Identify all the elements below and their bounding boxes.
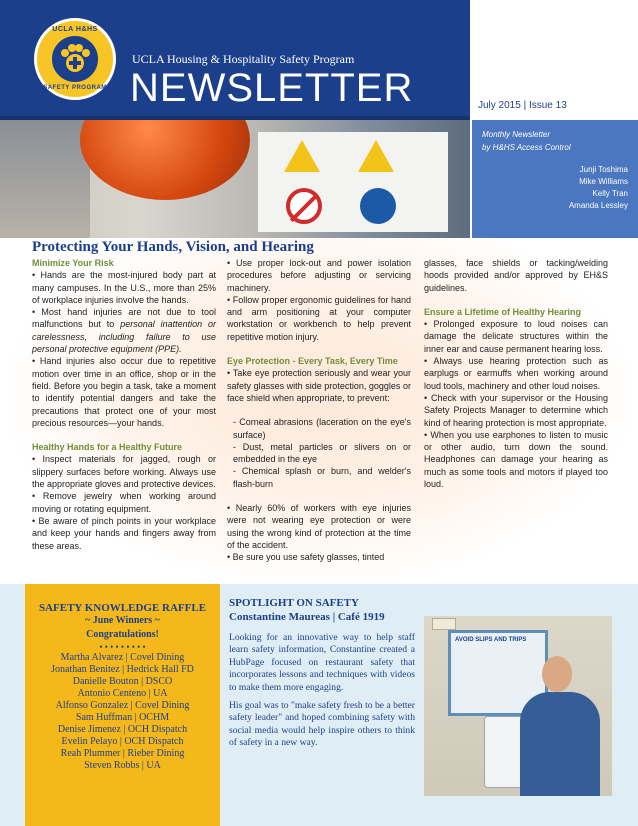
winner-item: Alfonso Gonzalez | Covel Dining [55,700,190,711]
article-column-2 [227,257,411,564]
raffle-subtitle: ~ June Winners ~ [85,615,160,626]
spotlight-title: SPOTLIGHT ON SAFETY [229,597,359,609]
credits-list [482,164,628,212]
raffle-box [25,584,220,826]
dots-divider: • • • • • • • • • [99,642,146,652]
winner-item: Steven Robbs | UA [84,760,161,771]
credit-name: Amanda Lessley [568,201,628,210]
person-figure [520,692,600,796]
paragraph: • Hand injuries also occur due to repetitive motion over time in an office, shop or in the field. Before you begin a task, take a moment to identify potential dangers and take the precautions that protect one of your most precious resources—your hands. [32,356,216,428]
warning-triangle-icon [284,140,320,172]
paragraph: • Nearly 60% of workers with eye injuries were not wearing eye protection or were using the wrong kind of protection at the time of the accident. [227,503,411,550]
person-head [542,656,572,692]
program-title: UCLA Housing & Hospitality Safety Program [132,52,355,66]
subheading: Minimize Your Risk [32,258,114,268]
paragraph: • Check with your supervisor or the Housing Safety Projects Manager to determine which kind of hearing protection is most appropriate. [424,392,608,428]
poster-text: AVOID SLIPS AND TRIPS [455,637,527,643]
paragraph: • Remove jewelry when working around moving or rotating equipment. [32,491,216,514]
credit-name: Kelly Tran [592,189,628,198]
paragraph [32,306,216,355]
hard-hat-image [80,120,250,200]
no-smoking-icon [286,188,322,224]
credit-name: Junji Toshima [579,165,628,174]
winner-item: Jonathan Benitez | Hedrick Hall FD [51,664,194,675]
emphasis-text: personal inattention or carelessness, including failure to use personal protective equipment (PPE). [32,319,217,355]
raffle-title: SAFETY KNOWLEDGE RAFFLE [38,602,207,614]
winner-item: Martha Alvarez | Covel Dining [60,652,185,663]
paragraph: • When you use earphones to listen to music or other audio, turn down the sound. Headphones can damage your hearing as much as some tools and motors if played too loud. [424,429,608,490]
article-title: Protecting Your Hands, Vision, and Hearing [32,239,314,255]
panel-line-monthly: Monthly Newsletter [482,130,551,139]
article-column-3 [424,257,608,490]
signboard [258,132,448,232]
spotlight-paragraph: Looking for an innovative way to help staff learn safety information, Constantine created a HubPage focused on restaurant safety that incorporates lessons and techniques with videos to make them more engaging. [229,632,415,693]
subheading: Ensure a Lifetime of Healthy Hearing [424,306,582,317]
winner-item: Denise Jimenez | OCH Dispatch [57,724,188,735]
spotlight-person: Constantine Maureas | Café 1919 [229,611,385,623]
photo-background-column [0,120,90,238]
credit-name: Mike Williams [579,177,628,186]
wall-label [432,618,456,630]
header [0,0,638,118]
newsletter-info-panel [472,120,638,238]
paragraph: • Be sure you use safety glasses, tinted [227,552,385,563]
paw-icon [50,34,100,84]
logo-top-text: UCLA H&HS [52,26,98,33]
safety-boots-icon [360,188,396,224]
winner-item: Danielle Bouton | DSCO [72,676,173,687]
winner-item: Evelin Pelayo | OCH Dispatch [61,736,184,747]
spotlight-section [229,596,415,750]
winner-item: Antonio Centeno | UA [77,688,168,699]
paragraph: • Be aware of pinch points in your workplace and keep your hands and fingers away from these areas. [32,515,216,551]
raffle-congrats: Congratulations! [86,629,159,640]
issue-info: July 2015 | Issue 13 [478,100,567,111]
safety-signs-photo [0,120,470,238]
paragraph: • Inspect materials for jagged, rough or slippery surfaces before working. Always use the appropriate gloves and protective devices. [32,454,216,490]
bullet-item: - Dust, metal particles or slivers on or embedded in the eye [233,441,411,465]
spotlight-photo [424,616,612,796]
paragraph: • Always use hearing protection such as earplugs or earmuffs when working around loud tools, machinery and other loud noises. [424,356,608,391]
paragraph-text: • Most hand injuries are not due to tool malfunctions but to [32,307,216,330]
spotlight-paragraph: His goal was to "make safety fresh to be a better safety leader" and hoped combining safety with social media would help inspire others to think of safety in a new way. [229,700,415,749]
paragraph: • Follow proper ergonomic guidelines for hand and arm positioning at your computer workstation or workbench to help prevent repetitive motion injury. [227,294,411,342]
winner-item: Reah Plummer | Rieber Dining [60,748,185,759]
paragraph: • Take eye protection seriously and wear your safety glasses with side protection, goggles or face shield when appropriate, to prevent: [227,368,411,403]
bullet-item: - Corneal abrasions (laceration on the eye's surface) [233,417,411,440]
logo-bottom-text: SAFETY PROGRAM [43,85,107,91]
paragraph: glasses, face shields or tacking/welding hoods provided and/or approved by EH&S guidelines. [424,258,608,293]
newsletter-title: NEWSLETTER [130,66,414,110]
paragraph: • Prolonged exposure to loud noises can damage the delicate structures within the inner ear and cause permanent hearing loss. [424,319,608,354]
flammable-warning-icon [358,140,394,172]
program-logo [34,18,116,100]
article-column-1 [32,257,216,552]
winner-item: Sam Huffman | OCHM [75,712,170,723]
subheading: Eye Protection - Every Task, Every Time [227,356,398,367]
paragraph: • Hands are the most-injured body part at many campuses. In the U.S., more than 25% of workplace injuries involve the hands. [32,270,216,305]
subheading: Healthy Hands for a Healthy Future [32,442,183,453]
paragraph: • Use proper lock-out and power isolation procedures before adjusting or servicing machinery. [227,258,411,293]
panel-line-byline: by H&HS Access Control [482,143,571,152]
bullet-item: - Chemical splash or burn, and welder's flash-burn [233,466,411,489]
